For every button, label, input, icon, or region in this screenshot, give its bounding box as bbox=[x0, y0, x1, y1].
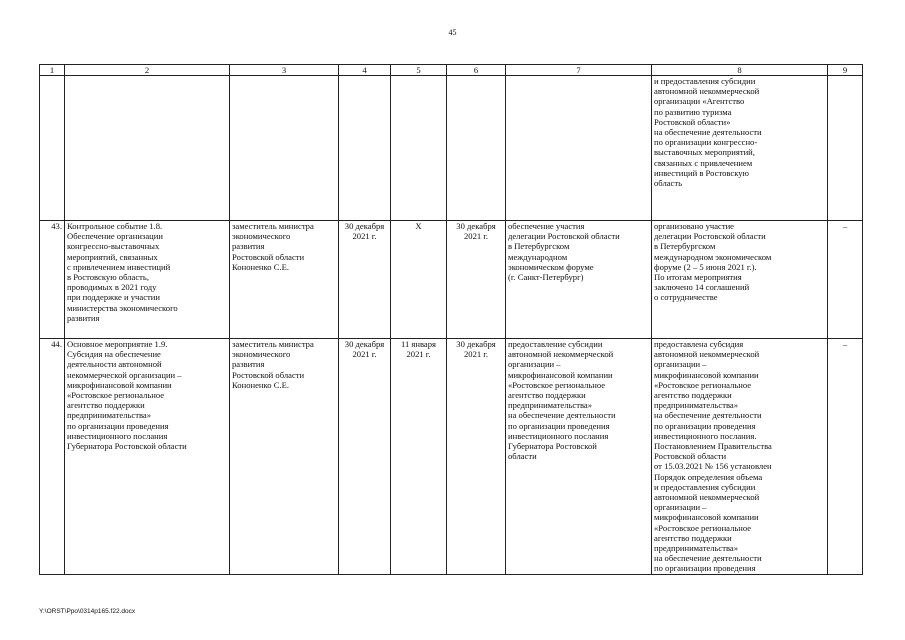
cell-plan-date bbox=[339, 76, 391, 221]
cell-text-line: мероприятий, связанных bbox=[67, 251, 158, 262]
cell-actual-result bbox=[652, 221, 828, 339]
col-header-2: 2 bbox=[65, 65, 230, 76]
cell-text-line: на обеспечение деятельности bbox=[654, 127, 762, 138]
table-body bbox=[40, 76, 863, 575]
cell-text-line: предоставлена субсидия bbox=[654, 339, 744, 349]
cell-text-line: Х bbox=[415, 221, 422, 231]
cell-text-line: предпринимательства» bbox=[67, 410, 152, 421]
cell-note bbox=[828, 339, 863, 575]
cell-text-line: Кононенко С.Е. bbox=[232, 379, 289, 390]
cell-text-line: Кононенко С.Е. bbox=[232, 261, 289, 272]
col-header-9: 9 bbox=[828, 65, 863, 76]
cell-text-line: инвестиционного послания. bbox=[654, 430, 757, 441]
page-number: 45 bbox=[448, 28, 457, 37]
cell-responsible bbox=[230, 339, 339, 575]
cell-text-line: обеспечение участия bbox=[508, 221, 585, 231]
report-table bbox=[39, 64, 863, 575]
cell-text-line: на обеспечение деятельности bbox=[508, 410, 616, 421]
cell-text-line: делегации Ростовской области bbox=[508, 231, 620, 242]
cell-text-line: организации – bbox=[654, 502, 707, 513]
cell-text-line: организации «Агентство bbox=[654, 96, 745, 107]
cell-text-line: Основное мероприятие 1.9. bbox=[67, 339, 168, 349]
cell-text-line: Ростовской области bbox=[654, 451, 727, 462]
cell-text-line: по организации проведения bbox=[508, 420, 610, 431]
cell-text-line: 30 декабря bbox=[344, 221, 385, 231]
cell-text-line: микрофинансовой компании bbox=[654, 512, 759, 523]
cell-number bbox=[40, 76, 65, 221]
cell-text-line: экономического bbox=[232, 231, 291, 242]
cell-note bbox=[828, 76, 863, 221]
cell-text-line: о сотрудничестве bbox=[654, 292, 718, 303]
table-row bbox=[40, 339, 863, 575]
cell-text-line: некоммерческой организации – bbox=[67, 369, 182, 380]
cell-text-line: экономического bbox=[232, 349, 291, 360]
cell-text-line: международном bbox=[508, 251, 568, 262]
col-header-4: 4 bbox=[339, 65, 391, 76]
cell-text-line: автономной некоммерческой bbox=[654, 492, 760, 503]
table-row bbox=[40, 76, 863, 221]
cell-text-line: (г. Санкт-Петербург) bbox=[508, 272, 584, 283]
cell-text-line: Губернатора Ростовской области bbox=[67, 441, 187, 452]
cell-text-line: микрофинансовой компании bbox=[654, 369, 759, 380]
cell-text-line: с привлечением инвестиций bbox=[67, 261, 171, 272]
cell-text-line: микрофинансовой компании bbox=[508, 369, 613, 380]
cell-text-line: 30 декабря bbox=[456, 221, 496, 231]
cell-event-name bbox=[65, 339, 230, 575]
cell-text-line: Порядок определения объема bbox=[654, 471, 763, 482]
cell-text-line: заключено 14 соглашений bbox=[654, 282, 750, 293]
cell-text-line: автономной некоммерческой bbox=[654, 349, 760, 360]
cell-actual-result bbox=[652, 76, 828, 221]
cell-expected-result bbox=[506, 221, 652, 339]
cell-text-line: в Петербургском bbox=[508, 241, 570, 252]
cell-text-line: 2021 г. bbox=[463, 349, 489, 360]
cell-text-line: «Ростовское региональное bbox=[654, 379, 752, 390]
cell-text-line: организации – bbox=[508, 359, 561, 370]
cell-plan-date bbox=[339, 221, 391, 339]
cell-fact-date bbox=[447, 76, 506, 221]
cell-text-line: агентство поддержки bbox=[508, 390, 586, 401]
cell-text-line: организовано участие bbox=[654, 221, 734, 231]
col-header-7: 7 bbox=[506, 65, 652, 76]
cell-expected-result bbox=[506, 339, 652, 575]
cell-text-line: развития bbox=[232, 359, 265, 370]
cell-event-name bbox=[65, 221, 230, 339]
cell-text-line: агентство поддержки bbox=[654, 532, 732, 543]
cell-text-line: Обеспечение организации bbox=[67, 231, 163, 242]
header-row bbox=[40, 65, 863, 76]
cell-text-line: области bbox=[508, 451, 537, 462]
cell-text-line: 2021 г. bbox=[352, 231, 377, 242]
cell-text-line: инвестиций в Ростовскую bbox=[654, 167, 749, 178]
cell-note bbox=[828, 221, 863, 339]
cell-start-date bbox=[391, 339, 447, 575]
cell-text-line: и предоставления субсидии bbox=[654, 481, 756, 492]
table-row bbox=[40, 221, 863, 339]
cell-text-line: проводимых в 2021 году bbox=[67, 282, 157, 293]
cell-text-line: при поддержке и участии bbox=[67, 292, 160, 303]
cell-text-line: по развитию туризма bbox=[654, 106, 732, 117]
cell-event-name bbox=[65, 76, 230, 221]
cell-text-line: 11 января bbox=[401, 339, 436, 349]
cell-text-line: от 15.03.2021 № 156 установлен bbox=[654, 461, 772, 472]
cell-text-line: 2021 г. bbox=[352, 349, 377, 360]
cell-text-line: по организации конгрессно- bbox=[654, 137, 758, 148]
cell-text-line: инвестиционного послания bbox=[508, 430, 609, 441]
cell-text-line: на обеспечение деятельности bbox=[654, 410, 762, 421]
cell-expected-result bbox=[506, 76, 652, 221]
cell-text-line: Ростовской области bbox=[232, 369, 305, 380]
cell-text-line: выставочных мероприятий, bbox=[654, 147, 755, 158]
cell-text-line: организации – bbox=[654, 359, 707, 370]
cell-plan-date bbox=[339, 339, 391, 575]
cell-fact-date bbox=[447, 221, 506, 339]
cell-text-line: Ростовской области» bbox=[654, 116, 731, 127]
cell-text-line: область bbox=[654, 178, 683, 189]
cell-start-date bbox=[391, 76, 447, 221]
cell-text-line: делегации Ростовской области bbox=[654, 231, 766, 242]
cell-text-line: – bbox=[842, 221, 848, 231]
col-header-5: 5 bbox=[391, 65, 447, 76]
cell-text-line: 30 декабря bbox=[456, 339, 496, 349]
cell-text-line: предпринимательства» bbox=[654, 400, 739, 411]
cell-responsible bbox=[230, 221, 339, 339]
cell-text-line: 2021 г. bbox=[463, 231, 489, 242]
cell-text-line: агентство поддержки bbox=[654, 390, 732, 401]
cell-text-line: «Ростовское региональное bbox=[67, 390, 165, 401]
footer-file-path: Y:\ORST\Ppo\0314p165.f22.docx bbox=[39, 608, 136, 615]
col-header-8: 8 bbox=[652, 65, 828, 76]
col-header-1: 1 bbox=[40, 65, 65, 76]
cell-text-line: «Ростовское региональное bbox=[654, 522, 752, 533]
cell-text-line: предпринимательства» bbox=[508, 400, 593, 411]
col-header-6: 6 bbox=[447, 65, 506, 76]
cell-text-line: автономной некоммерческой bbox=[654, 86, 760, 97]
cell-text-line: международном экономическом bbox=[654, 251, 772, 262]
cell-text-line: По итогам мероприятия bbox=[654, 272, 742, 283]
cell-number: 43. bbox=[40, 221, 65, 339]
col-header-3: 3 bbox=[230, 65, 339, 76]
cell-text-line: конгрессно-выставочных bbox=[67, 241, 160, 252]
cell-text-line: деятельности автономной bbox=[67, 359, 162, 370]
cell-text-line: заместитель министра bbox=[232, 221, 314, 231]
cell-text-line: микрофинансовой компании bbox=[67, 379, 172, 390]
cell-text-line: предпринимательства» bbox=[654, 543, 739, 554]
cell-text-line: министерства экономического bbox=[67, 302, 178, 313]
cell-text-line: развития bbox=[67, 312, 100, 323]
cell-text-line: предоставление субсидии bbox=[508, 339, 603, 349]
cell-start-date bbox=[391, 221, 447, 339]
cell-text-line: заместитель министра bbox=[232, 339, 314, 349]
cell-text-line: в Ростовскую область, bbox=[67, 272, 149, 283]
cell-actual-result bbox=[652, 339, 828, 575]
cell-text-line: и предоставления субсидии bbox=[654, 76, 756, 86]
cell-text-line: по организации проведения bbox=[654, 563, 756, 574]
cell-text-line: по организации проведения bbox=[67, 420, 169, 431]
cell-text-line: на обеспечение деятельности bbox=[654, 553, 762, 564]
cell-text-line: развития bbox=[232, 241, 265, 252]
cell-text-line: по организации проведения bbox=[654, 420, 756, 431]
cell-text-line: автономной некоммерческой bbox=[508, 349, 614, 360]
cell-text-line: «Ростовское региональное bbox=[508, 379, 606, 390]
cell-text-line: инвестиционного послания bbox=[67, 430, 168, 441]
cell-text-line: Ростовской области bbox=[232, 251, 305, 262]
cell-text-line: агентство поддержки bbox=[67, 400, 145, 411]
cell-text-line: Контрольное событие 1.8. bbox=[67, 221, 163, 231]
cell-responsible bbox=[230, 76, 339, 221]
cell-number: 44. bbox=[40, 339, 65, 575]
cell-text-line: Губернатора Ростовской bbox=[508, 441, 597, 452]
cell-text-line: экономическом форуме bbox=[508, 261, 594, 272]
cell-text-line: – bbox=[842, 339, 848, 349]
cell-text-line: 30 декабря bbox=[344, 339, 385, 349]
cell-text-line: форуме (2 – 5 июня 2021 г.). bbox=[654, 261, 757, 272]
cell-text-line: Постановлением Правительства bbox=[654, 441, 772, 452]
cell-text-line: Субсидия на обеспечение bbox=[67, 349, 161, 360]
cell-text-line: в Петербургском bbox=[654, 241, 716, 252]
cell-text-line: 2021 г. bbox=[406, 349, 431, 360]
cell-text-line: связанных с привлечением bbox=[654, 157, 753, 168]
cell-fact-date bbox=[447, 339, 506, 575]
